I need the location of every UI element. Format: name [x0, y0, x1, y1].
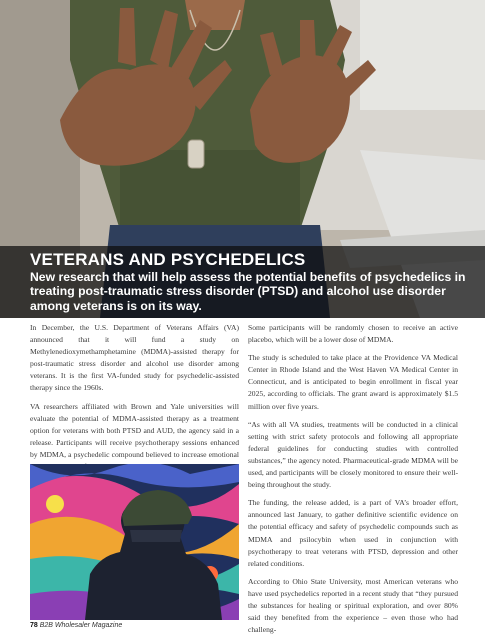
body-paragraph: Some participants will be randomly chosen to receive an active placebo, which will be a lower dose of MDMA.	[248, 323, 458, 345]
body-column-right	[248, 322, 458, 642]
body-column-left	[30, 322, 239, 479]
psychedelic-soldier-illustration	[30, 464, 239, 620]
publication-name: B2B Wholesaler Magazine	[39, 622, 123, 629]
article-subtitle: New research that will help assess the potential benefits of psychedelics in treating post-traumatic stress disorder (PTSD) and alcohol use disorder among veterans is on its way.	[30, 270, 466, 313]
body-paragraph: The study is scheduled to take place at the Providence VA Medical Center in Rhode Island and the West Haven VA Medical Center in Connecticut, and is anticipated to begin enrollment in fiscal year 2025, according to officials. The grant award is approximately $1.5 million over five years.	[248, 353, 458, 411]
body-paragraph: VA researchers affiliated with Brown and Yale universities will evaluate the potential of MDMA-assisted therapy as a treatment option for veterans with both PTSD and AUD, the agency said in a release. Participants will receive psychotherapy sessions enhanced by MDMA, a psychedelic compound believed to increase emotional	[30, 401, 239, 459]
page-number: 78	[30, 622, 38, 629]
body-paragraph: “As with all VA studies, treatments will be conducted in a clinical setting with strict safety protocols and following all appropriate federal guidelines for conducting studies with controlled substances,” the agency noted. Pharmaceutical-grade MDMA will be used, and participants will be closely monitored to ensure their well-being throughout the study.	[248, 419, 458, 490]
body-paragraph: The funding, the release added, is a part of VA’s broader effort, announced last January, to gather definitive scientific evidence on the potential efficacy and safety of psychedelic compounds such as MDMA and psilocybin when used in conjunction with psychotherapy to treat veterans with PTSD, depression and other related conditions.	[248, 498, 458, 568]
article-title: VETERANS AND PSYCHEDELICS	[30, 250, 306, 269]
page-footer	[30, 622, 122, 629]
body-paragraph: According to Ohio State University, most American veterans who have used psychedelics reported in a recent study that “they pursued the substances for healing or spiritual exploration, and over 80% said they benefited from the experience – even those who had challeng-	[248, 576, 458, 635]
body-paragraph: In December, the U.S. Department of Veterans Affairs (VA) announced that it will fund a study on Methylenedioxymethamphetamine (MDMA)-assisted therapy for post-traumatic stress disorder and alcohol use disorder among veterans. It is the first VA-funded study for psychedelic-assisted therapy since the 1960s.	[30, 323, 239, 393]
